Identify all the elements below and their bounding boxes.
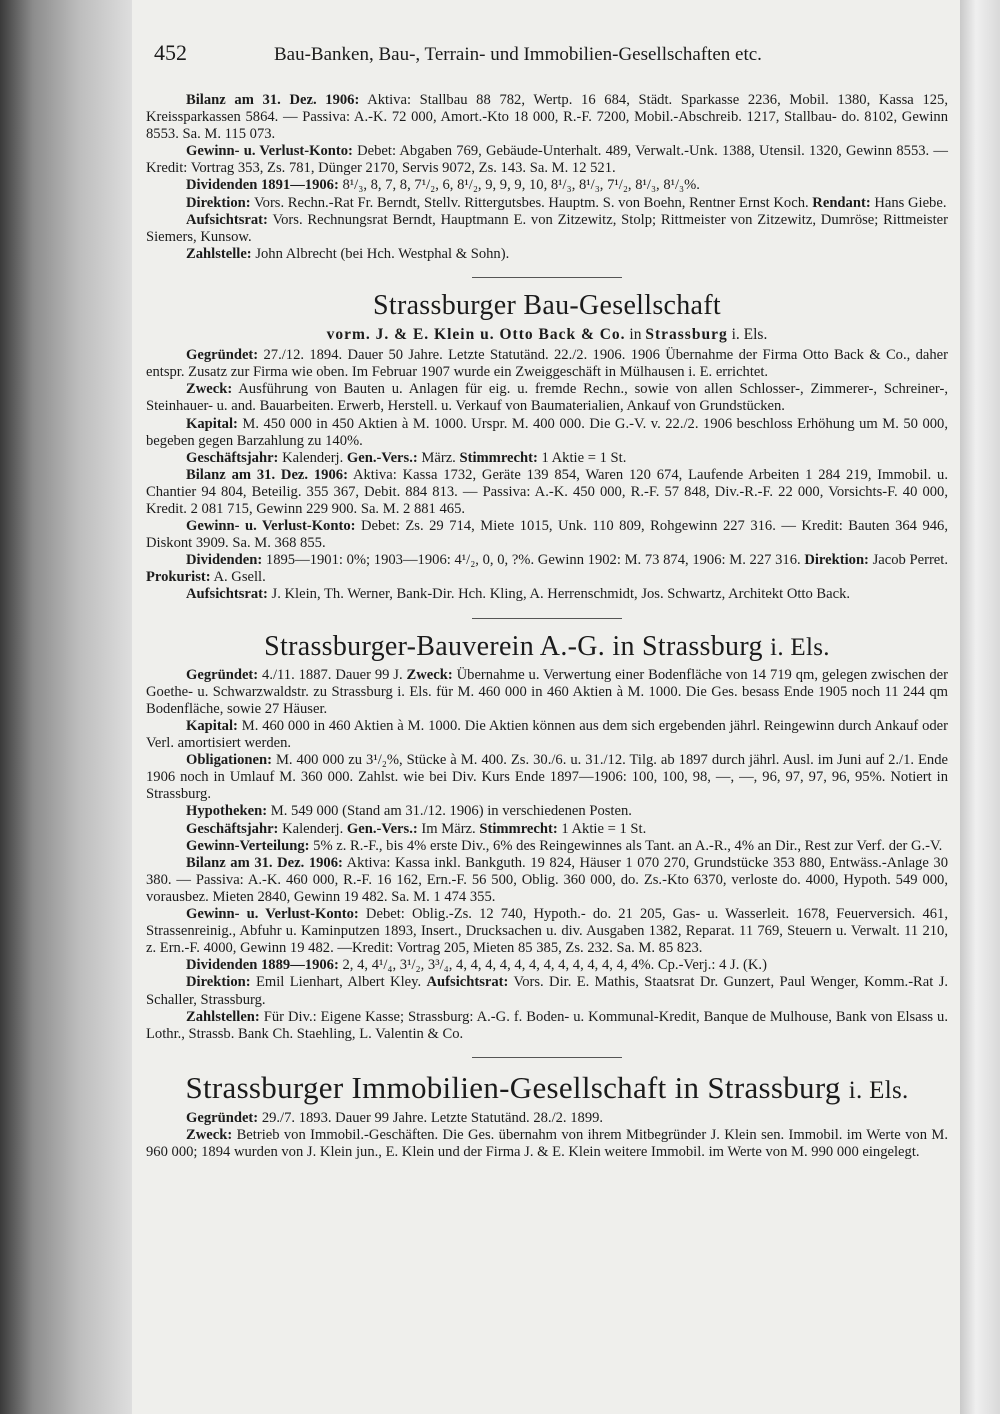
entry-strassburger-bau-gesellschaft (146, 290, 948, 604)
running-head (154, 40, 948, 66)
dividenden-paragraph: Dividenden: 1895—1901: 0%; 1903—1906: 4¹/₂, 0, 0, ?%. Gewinn 1902: M. 73 874, 1906: M. 227 316. Direktion: Jacob Perret. Prokurist: A. Gsell. (146, 552, 948, 586)
entry-continued (146, 92, 948, 263)
gegruendet-paragraph: Gegründet: 29./7. 1893. Dauer 99 Jahre. Letzte Statutänd. 28./2. 1899. (186, 1109, 604, 1126)
entry-title: Strassburger Bau-Gesellschaft (373, 289, 721, 321)
entry-title: Strassburger Immobilien-Gesellschaft in Strassburg i. Els. (185, 1069, 909, 1105)
entry-strassburger-bauverein (146, 631, 948, 1043)
zahlstellen-paragraph: Zahlstellen: Für Div.: Eigene Kasse; Strassburg: A.-G. f. Boden- u. Kommunal-Kredit, Banque de Mulhouse, Bank von Elsass u. Lothr., Strassb. Bank Ch. Staehling, L. Valentin & Co. (146, 1008, 948, 1042)
entry-title: Strassburger-Bauverein A.-G. in Strassburg i. Els. (264, 630, 830, 662)
gewinn-paragraph: Gewinn- u. Verlust-Konto: Debet: Zs. 29 714, Miete 1015, Unk. 110 809, Rohgewinn 227 316. — Kredit: Bauten 364 946, Diskont 3909. Sa. M. 368 855. (146, 518, 948, 552)
gegruendet-paragraph: Gegründet: 27./12. 1894. Dauer 50 Jahre. Letzte Statutänd. 22./2. 1906. 1906 Übernahme der Firma Otto Back & Co., daher entspr. Zusatz zur Firma wie oben. Im Februar 1907 wurde ein Zweiggeschäft in Mülhausen i. E. errichtet. (146, 347, 948, 381)
kapital-paragraph: Kapital: M. 460 000 in 460 Aktien à M. 1000. Die Aktien können aus dem sich ergebenden jährl. Reingewinn durch Ankauf oder Verl. amortisiert werden. (146, 718, 948, 752)
section-divider (472, 618, 622, 619)
zweck-paragraph: Zweck: Ausführung von Bauten u. Anlagen für eig. u. fremde Rechn., sowie von allen Schlosser-, Zimmerer-, Schreiner-, Steinhauer- u. and. Bauarbeiten. Erwerb, Herstell. u. Verkauf von Baumaterialien, Ankauf von Grundstücken. (146, 381, 948, 415)
obligationen-paragraph: Obligationen: M. 400 000 zu 3¹/₂%, Stücke à M. 400. Zs. 30./6. u. 31./12. Tilg. ab 1897 durch jährl. Ausl. im Juni auf 2./1. Ende 1906 noch in Umlauf M. 360 000. Zahlst. wie bei Div. Kurs Ende 1897—1906: 100, 100, 98, —, —, 96, 97, 97, 96, 95%. Notiert in Strassburg. (146, 752, 948, 803)
book-binding (0, 0, 132, 1414)
direktion-paragraph: Direktion: Emil Lienhart, Albert Kley. Aufsichtsrat: Vors. Dir. E. Mathis, Staatsrat Dr. Gunzert, Paul Wenger, Komm.-Rat J. Schaller, Strassburg. (146, 974, 949, 1008)
geschaeftsjahr-paragraph: Geschäftsjahr: Kalenderj. Gen.-Vers.: Im März. Stimmrecht: 1 Aktie = 1 St. (186, 820, 647, 837)
hypotheken-paragraph: Hypotheken: M. 549 000 (Stand am 31./12. 1906) in verschiedenen Posten. (186, 803, 632, 820)
geschaeftsjahr-paragraph: Geschäftsjahr: Kalenderj. Gen.-Vers.: März. Stimmrecht: 1 Aktie = 1 St. (186, 449, 627, 466)
dividenden-paragraph: Dividenden 1891—1906: 8¹/₃, 8, 7, 8, 7¹/₂, 6, 8¹/₂, 9, 9, 9, 10, 8¹/₃, 8¹/₃, 7¹/₂, 8¹/₃, 8¹/₃%. (186, 177, 700, 194)
page-content (146, 40, 948, 1161)
gewinn-paragraph: Gewinn- u. Verlust-Konto: Debet: Abgaben 769, Gebäude-Unterhalt. 489, Verwalt.-Unk. 1388, Utensil. 1320, Gewinn 8553. — Kredit: Vortrag 353, Zs. 781, Dünger 2170, Servis 9072, Zs. 143. Sa. M. 12 521. (146, 143, 948, 177)
zweck-paragraph: Zweck: Betrieb von Immobil.-Geschäften. Die Ges. übernahm von ihrem Mitbegründer J. Klein sen. Immobil. im Werte von M. 960 000; 1894 wurden von J. Klein jun., E. Klein und der Firma J. & E. Klein weitere Immobil. im Werte von M. 990 000 eingelegt. (146, 1126, 948, 1160)
section-divider (472, 1057, 622, 1058)
bilanz-paragraph: Bilanz am 31. Dez. 1906: Aktiva: Kassa inkl. Bankguth. 19 824, Häuser 1 070 270, Grundstücke 353 880, Entwäss.-Anlage 30 380. — Passiva: A.-K. 460 000, R.-F. 16 162, Ern.-F. 56 500, Oblig. 360 000, do. Zs.-Kto 6370, verloste do. 4000, Hypoth. 549 000, vorausbez. Mieten 2840, Gewinn 19 482. Sa. M. 1 474 355. (146, 854, 948, 905)
aufsichtsrat-paragraph: Aufsichtsrat: Vors. Rechnungsrat Berndt, Hauptmann E. von Zitzewitz, Stolp; Rittmeister von Zitzewitz, Dumröse; Rittmeister Siemers, Kunsow. (146, 211, 949, 245)
entry-strassburger-immobilien (146, 1070, 948, 1161)
zahlstelle-paragraph: Zahlstelle: John Albrecht (bei Hch. Westphal & Sohn). (186, 245, 510, 262)
page-edge (960, 0, 1000, 1414)
entry-subtitle: vorm. J. & E. Klein u. Otto Back & Co. in Strassburg i. Els. (326, 326, 768, 344)
running-title: Bau-Banken, Bau-, Terrain- und Immobilien-Gesellschaften etc. (274, 44, 762, 65)
page-number: 452 (154, 40, 187, 65)
direktion-paragraph: Direktion: Vors. Rechn.-Rat Fr. Berndt, Stellv. Rittergutsbes. Hauptm. S. von Boehn, Rentner Ernst Koch. Rendant: Hans Giebe. (186, 194, 947, 211)
dividenden-paragraph: Dividenden 1889—1906: 2, 4, 4¹/₄, 3¹/₂, 3³/₄, 4, 4, 4, 4, 4, 4, 4, 4, 4, 4, 4, 4, 4%. Cp.-Verj.: 4 J. (K.) (186, 957, 767, 974)
kapital-paragraph: Kapital: M. 450 000 in 450 Aktien à M. 1000. Urspr. M. 400 000. Die G.-V. v. 22./2. 1906 beschloss Erhöhung um M. 50 000, begeben gegen Barzahlung zu 140%. (146, 415, 949, 449)
bilanz-paragraph: Bilanz am 31. Dez. 1906: Aktiva: Stallbau 88 782, Wertp. 16 684, Städt. Sparkasse 2236, Mobil. 1380, Kassa 125, Kreissparkassen 5864. — Passiva: A.-K. 72 000, Amort.-Kto 18 000, R.-F. 7200, Mobil.-Abschreib. 1217, Stallbau- do. 8102, Gewinn 8553. Sa. M. 115 073. (146, 92, 948, 143)
verteilung-paragraph: Gewinn-Verteilung: 5% z. R.-F., bis 4% erste Div., 6% des Reingewinnes als Tant. an A.-R., 4% an Dir., Rest zur Verf. der G.-V. (186, 837, 943, 854)
aufsichtsrat-paragraph: Aufsichtsrat: J. Klein, Th. Werner, Bank-Dir. Hch. Kling, A. Herrenschmidt, Jos. Schwartz, Architekt Otto Back. (186, 586, 851, 603)
bilanz-paragraph: Bilanz am 31. Dez. 1906: Aktiva: Kassa 1732, Geräte 139 854, Waren 120 674, Laufende Arbeiten 1 284 219, Immobil. u. Chantier 94 804, Beteilig. 355 367, Debit. 884 813. — Passiva: A.-K. 450 000, R.-F. 57 848, Div.-R.-F. 22 000, Vorsichts-F. 40 000, Kredit. 2 081 715, Gewinn 229 900. Sa. M. 2 881 465. (146, 466, 948, 517)
section-divider (472, 277, 622, 278)
gewinn-paragraph: Gewinn- u. Verlust-Konto: Debet: Oblig.-Zs. 12 740, Hypoth.- do. 21 205, Gas- u. Wasserleit. 1678, Feuerversich. 461, Strassenreinig., Abfuhr u. Kaminputzen 1893, Insert., Drucksachen u. div. Ausgaben 1382, Reparat. 11 769, Steuern u. Verwalt. 11 210, z. Ern.-F. 4000, Gewinn 19 482. —Kredit: Vortrag 205, Mieten 85 385, Zs. 232. Sa. M. 85 823. (146, 906, 948, 957)
gegruendet-paragraph: Gegründet: 4./11. 1887. Dauer 99 J. Zweck: Übernahme u. Verwertung einer Bodenfläche von 14 719 qm, gelegen zwischen der Goethe- u. Schwarzwaldstr. zu Strassburg i. Els. für M. 460 000 in 460 Aktien à M. 1000. Die Ges. besass Ende 1905 noch 11 244 qm Bodenfläche, sowie 27 Häuser. (146, 666, 948, 717)
